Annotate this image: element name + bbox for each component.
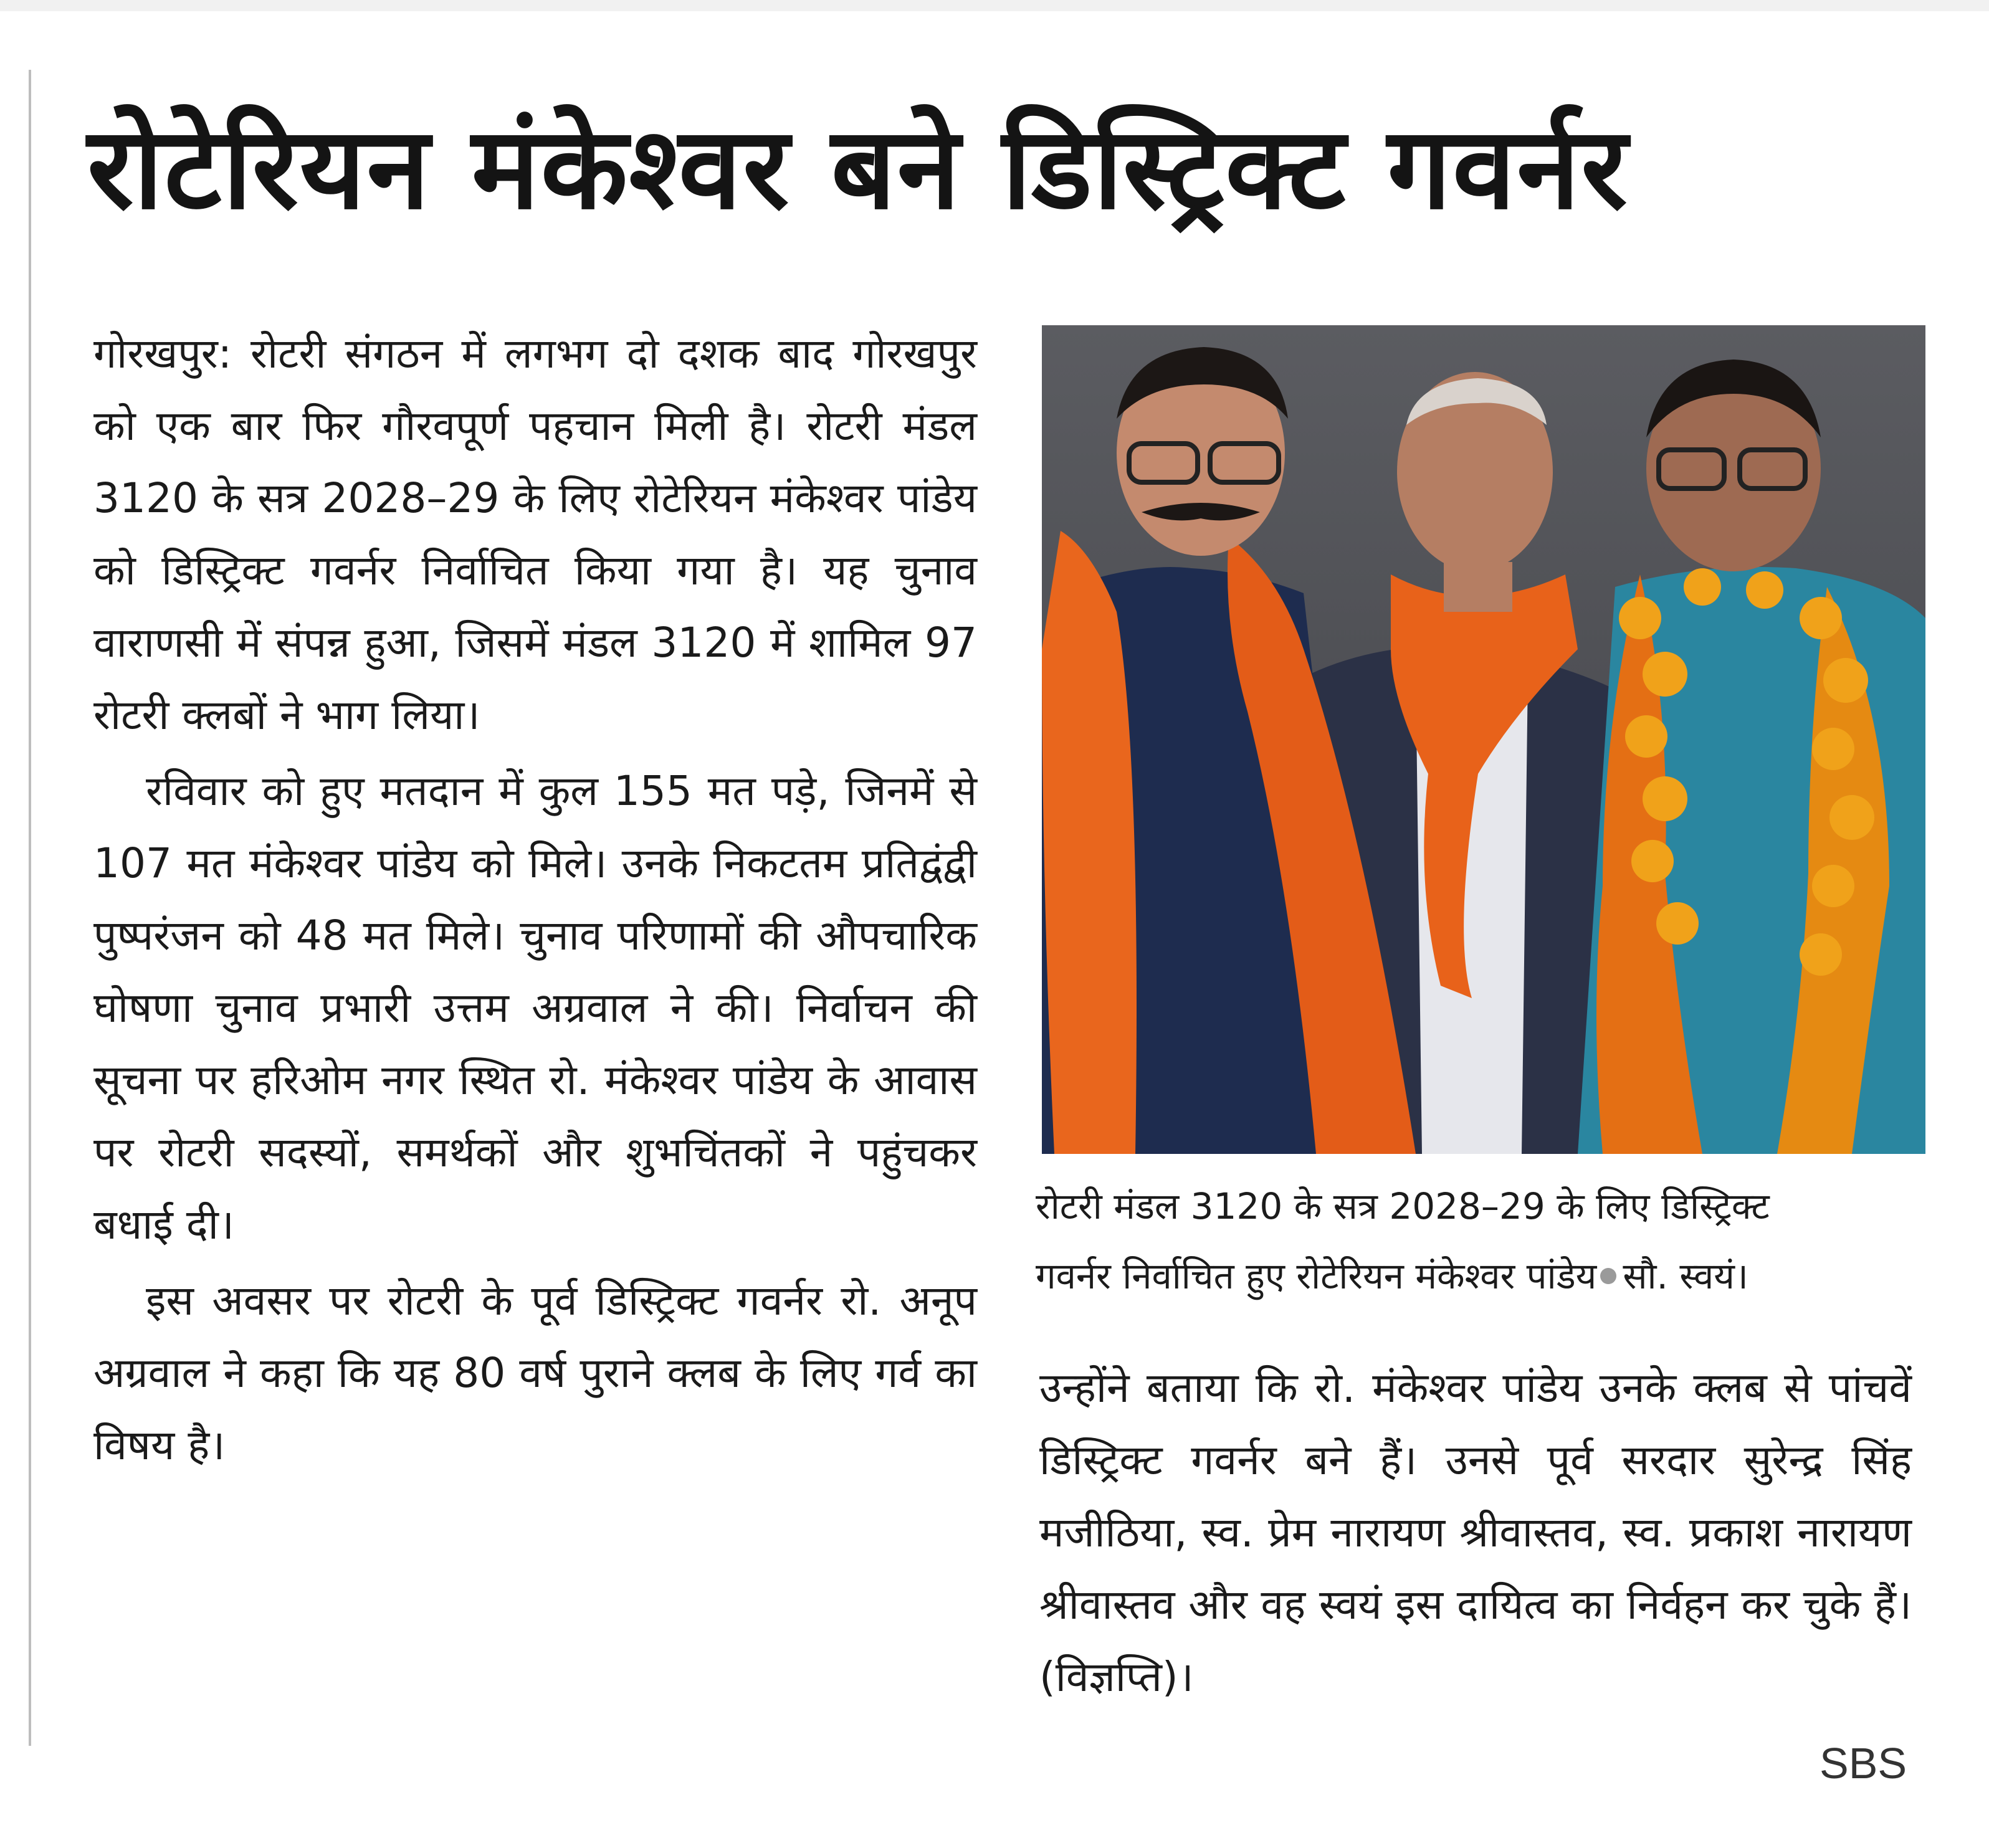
caption-line-1: रोटरी मंडल 3120 के सत्र 2028–29 के लिए डिस्ट्रिक्ट <box>1036 1185 1770 1227</box>
paragraph-club-history: उन्होंने बताया कि रो. मंकेश्वर पांडेय उनके क्लब से पांचवें डिस्ट्रिक्ट गवर्नर बने हैं। उनसे पूर्व सरदार सुरेन्द्र सिंह मजीठिया, स्व. प्रेम नारायण श्रीवास्तव, स्व. प्रकाश नारायण श्रीवास्तव और वह स्वयं इस दायित्व का निर्वहन कर चुके हैं। (विज्ञप्ति)। <box>1039 1364 1912 1701</box>
paragraph-voting: रविवार को हुए मतदान में कुल 155 मत पड़े, जिनमें से 107 मत मंकेश्वर पांडेय को मिले। उनके निकटतम प्रतिद्वंद्वी पुष्परंजन को 48 मत मिले। चुनाव परिणामों की औपचारिक घोषणा चुनाव प्रभारी उत्तम अग्रवाल ने की। निर्वाचन की सूचना पर हरिओम नगर स्थित रो. मंकेश्वर पांडेय के आवास पर रोटरी सदस्यों, समर्थकों और शुभचिंतकों ने पहुंचकर बधाई दी। <box>93 767 977 1249</box>
caption-line-2: गवर्नर निर्वाचित हुए रोटेरियन मंकेश्वर पांडेय <box>1036 1255 1597 1297</box>
paragraph-intro: गोरखपुर: रोटरी संगठन में लगभग दो दशक बाद गोरखपुर को एक बार फिर गौरवपूर्ण पहचान मिली है। रोटरी मंडल 3120 के सत्र 2028–29 के लिए रोटेरियन मंकेश्वर पांडेय को डिस्ट्रिक्ट गवर्नर निर्वाचित किया गया है। यह चुनाव वाराणसी में संपन्न हुआ, जिसमें मंडल 3120 में शामिल 97 रोटरी क्लबों ने भाग लिया। <box>93 330 977 739</box>
paragraph-occasion: इस अवसर पर रोटरी के पूर्व डिस्ट्रिक्ट गवर्नर रो. अनूप अग्रवाल ने कहा कि यह 80 वर्ष पुराने क्लब के लिए गर्व का विषय है। <box>93 1277 977 1469</box>
headline: रोटेरियन मंकेश्वर बने डिस्ट्रिक्ट गवर्नर <box>87 102 1629 234</box>
right-column-body <box>1039 1352 1912 1713</box>
reporter-signature: SBS <box>1820 1739 1907 1788</box>
photo-credit: सौ. स्वयं। <box>1623 1255 1748 1297</box>
middle-person-neck <box>1444 562 1512 612</box>
photo-illustration <box>1042 325 1925 1154</box>
bullet-dot <box>1600 1268 1616 1284</box>
news-photo <box>1042 325 1925 1154</box>
photo-caption <box>1036 1171 1933 1311</box>
left-column-rule <box>29 70 31 1746</box>
left-column-body <box>93 318 977 1482</box>
top-edge-strip <box>0 0 1989 11</box>
